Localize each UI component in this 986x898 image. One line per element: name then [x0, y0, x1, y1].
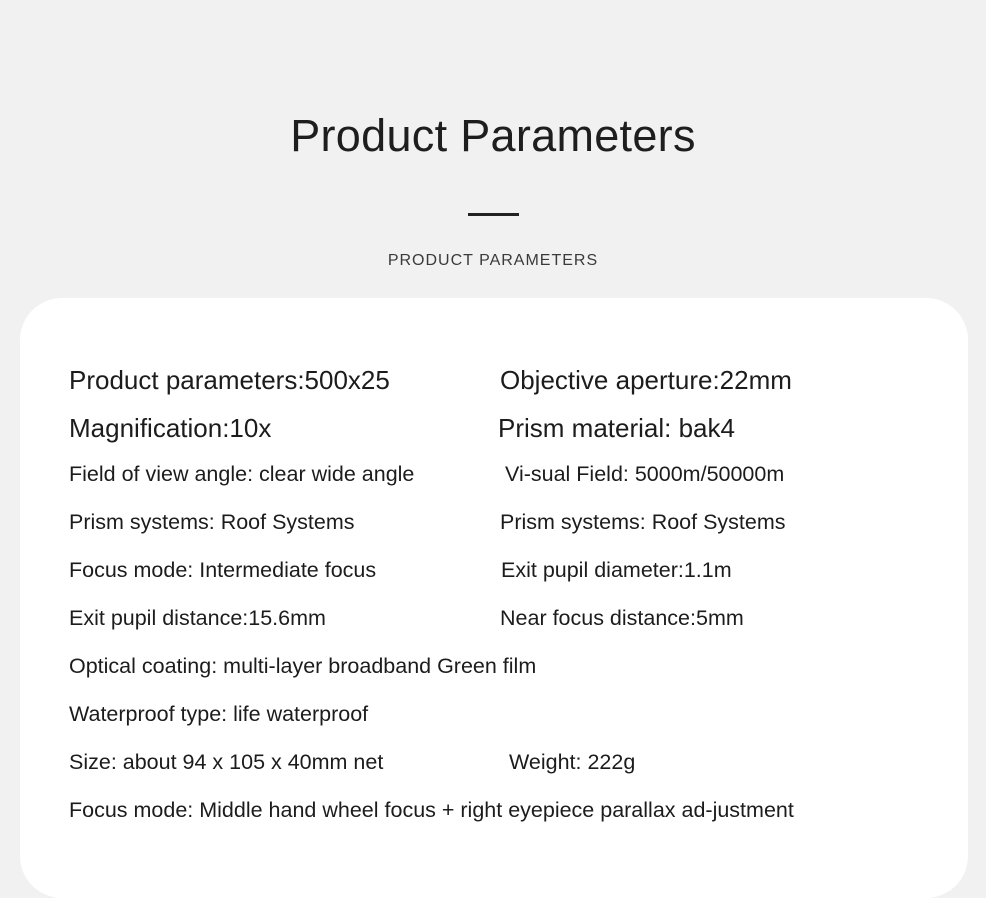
param-prism-systems-left: Prism systems: Roof Systems [69, 510, 355, 534]
title-divider [468, 213, 519, 216]
param-field-of-view-angle: Field of view angle: clear wide angle [69, 462, 415, 486]
param-magnification: Magnification:10x [69, 413, 272, 443]
param-optical-coating: Optical coating: multi-layer broadband Green film [69, 654, 537, 678]
param-size: Size: about 94 x 105 x 40mm net [69, 750, 384, 774]
param-focus-mode: Focus mode: Intermediate focus [69, 558, 377, 582]
param-prism-systems-right: Prism systems: Roof Systems [500, 510, 786, 534]
param-prism-material: Prism material: bak4 [498, 413, 735, 443]
param-weight: Weight: 222g [509, 750, 636, 774]
param-objective-aperture: Objective aperture:22mm [500, 365, 792, 395]
param-product-parameters: Product parameters:500x25 [69, 365, 390, 395]
param-waterproof-type: Waterproof type: life waterproof [69, 702, 369, 726]
page-title: Product Parameters [290, 110, 696, 161]
param-visual-field: Vi-sual Field: 5000m/50000m [505, 462, 785, 486]
page-subtitle: PRODUCT PARAMETERS [387, 252, 599, 269]
param-focus-mode-detail: Focus mode: Middle hand wheel focus + right eyepiece parallax ad-justment [69, 798, 794, 822]
param-near-focus-distance: Near focus distance:5mm [500, 606, 744, 630]
param-exit-pupil-diameter: Exit pupil diameter:1.1m [501, 558, 732, 582]
param-exit-pupil-distance: Exit pupil distance:15.6mm [69, 606, 326, 630]
